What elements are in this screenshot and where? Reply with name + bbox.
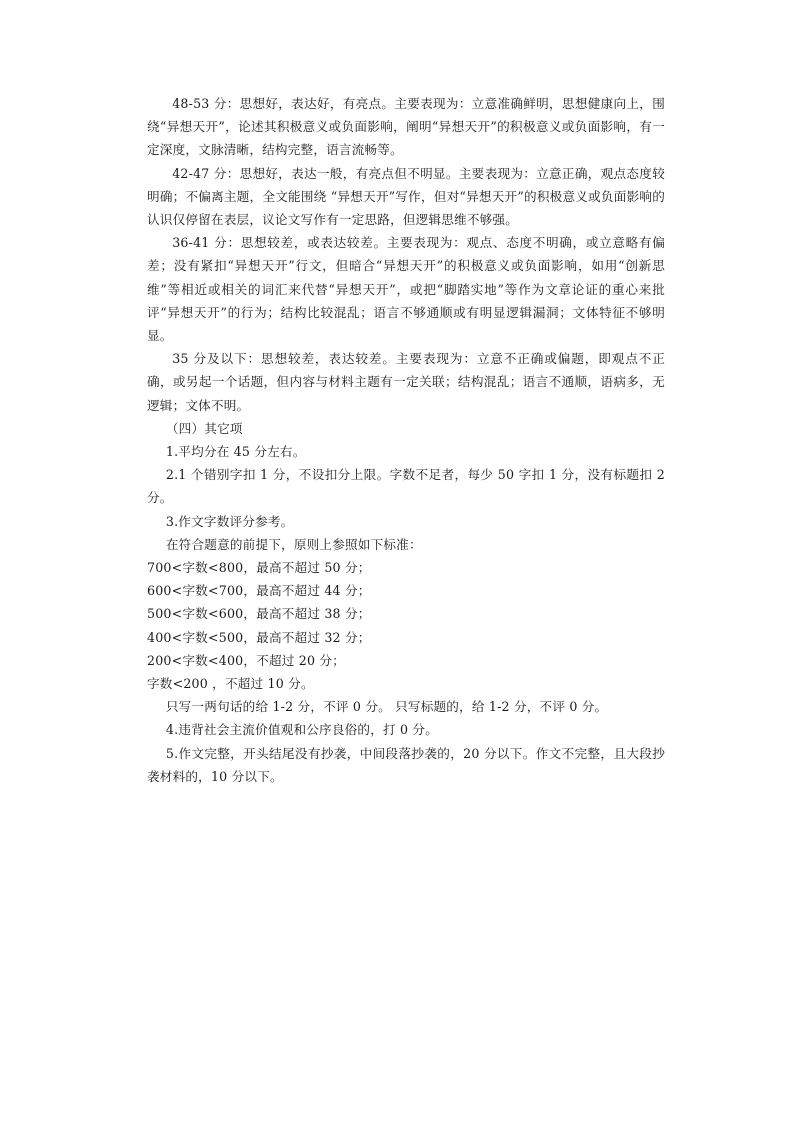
item-values-violation: 4.违背社会主流价值观和公序良俗的，打 0 分。	[165, 722, 439, 738]
wordcount-rule: 500<字数<600，最高不超过 38 分；	[147, 606, 371, 622]
section-title: （四）其它项	[165, 420, 243, 436]
item-short-answer: 只写一两句话的给 1-2 分，不评 0 分。 只写标题的，给 1-2 分，不评 0 分。	[165, 699, 608, 715]
grade-description: 思想较差，或表达较差。主要表现为：观点、态度不明确，或立意略有偏差；没有紧扣“异想天开”行文，但暗合“异想天开”的积极意义或负面影响，如用“创新思维”等相近或相关的词汇来代替“异想天开”，或把“脚踏实地”等作为文章论证的重心来批评“异想天开”的行为；结构比较混乱；语言不够通顺或有明显逻辑漏洞；文体特征不够明显。	[147, 235, 665, 344]
wordcount-rule: 600<字数<700，最高不超过 44 分；	[147, 583, 371, 599]
grade-description: 思想较差，表达较差。主要表现为：立意不正确或偏题，即观点不正确，或另起一个话题，但内容与材料主题有一定关联；结构混乱；语言不通顺，语病多，无逻辑；文体不明。	[147, 351, 665, 413]
item-average-score: 1.平均分在 45 分左右。	[165, 444, 306, 460]
wordcount-rule: 200<字数<400，不超过 20 分；	[147, 652, 345, 668]
grade-paragraph-42-47	[147, 162, 665, 232]
item-wordcount-title: 3.作文字数评分参考。	[165, 513, 294, 529]
grade-paragraph-36-41	[147, 231, 665, 347]
item-typo-deduction: 2.1 个错别字扣 1 分，不设扣分上限。字数不足者，每少 50 字扣 1 分，没有标题扣 2 分。	[147, 467, 665, 506]
grade-description: 思想好，表达一般，有亮点但不明显。主要表现为：立意正确，观点态度较明确；不偏离主题，全文能围绕 “异想天开”写作，但对“异想天开”的积极意义或负面影响的认识仅停留在表层，议论文写作有一定思路，但逻辑思维不够强。	[147, 165, 665, 228]
grade-range: 35 分及以下：	[172, 351, 261, 367]
grade-paragraph-48-53	[147, 92, 665, 162]
wordcount-rule: 700<字数<800，最高不超过 50 分；	[147, 560, 371, 576]
grade-description: 思想好，表达好，有亮点。主要表现为：立意准确鲜明，思想健康向上，围绕“异想天开”，论述其积极意义或负面影响，阐明“异想天开”的积极意义或负面影响，有一定深度，文脉清晰，结构完整，语言流畅等。	[147, 96, 665, 158]
wordcount-rule: 字数<200 ，不超过 10 分。	[147, 676, 314, 692]
grade-range: 42-47 分：	[172, 165, 240, 181]
wordcount-rule: 400<字数<500，最高不超过 32 分；	[147, 629, 371, 645]
grade-range: 36-41 分：	[172, 235, 241, 251]
item-plagiarism: 5.作文完整，开头结尾没有抄袭，中间段落抄袭的，20 分以下。作文不完整，且大段抄袭材料的，10 分以下。	[147, 745, 665, 784]
item-wordcount-intro: 在符合题意的前提下，原则上参照如下标准：	[165, 536, 422, 552]
grade-range: 48-53 分：	[172, 96, 240, 111]
grade-paragraph-35-below	[147, 347, 665, 417]
scoring-document	[147, 92, 665, 788]
